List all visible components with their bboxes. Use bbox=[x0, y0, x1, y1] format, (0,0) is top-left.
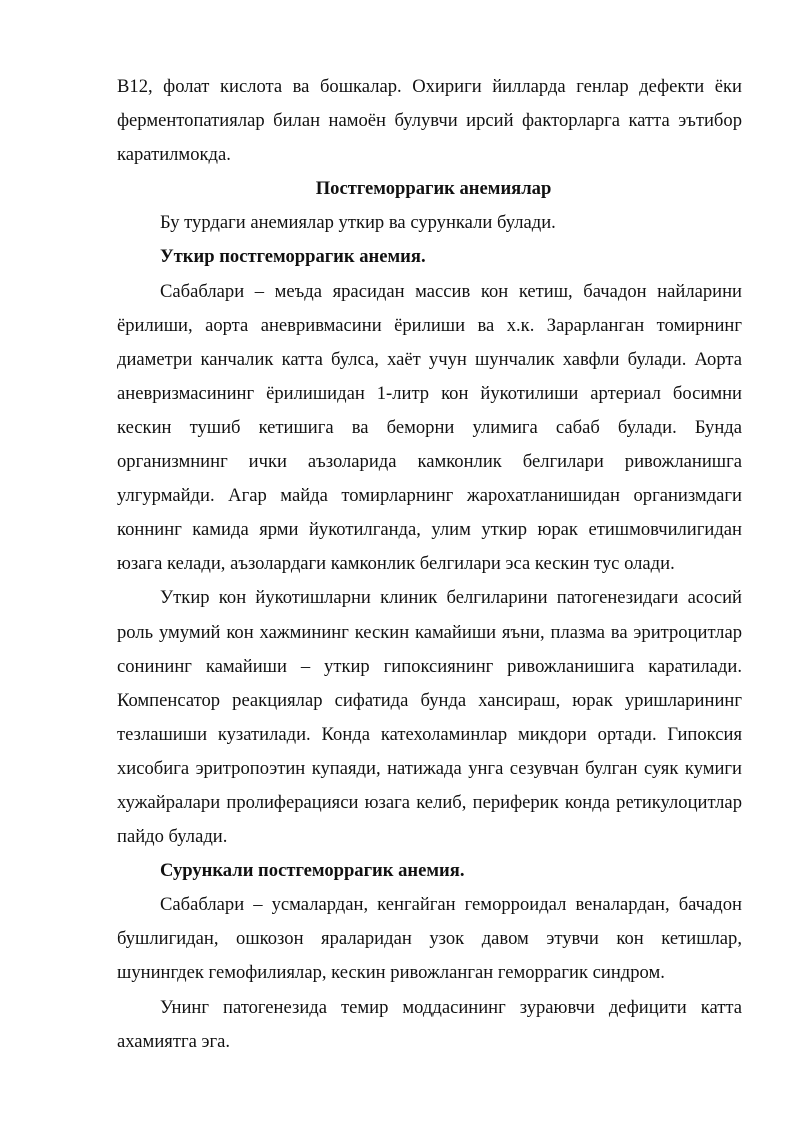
section-intro-paragraph: Бу турдаги анемиялар уткир ва сурункали булади. bbox=[160, 212, 556, 234]
acute-clinical-paragraph: Уткир кон йукотишларни клиник белгиларини патогенезидаги асосий роль умумий кон хажмининг кескин камайиши яъни, плазма ва эритроцитлар сонининг камайиши – уткир гипоксиянинг ривожланишига каратилади. Компенсатор реакциялар сифатида бунда хансираш, юрак уришларининг тезлашиши кузатилади. Конда катехоламинлар микдори ортади. Гипоксия хисобига эритропоэтин купаяди, натижада унга сезувчан булган суяк кумиги хужайралари пролиферацияси юзага келиб, периферик конда ретикулоцитлар пайдо булади. bbox=[117, 587, 742, 848]
document-page bbox=[117, 70, 742, 1059]
chronic-causes-paragraph: Сабаблари – усмалардан, кенгайган геморроидал веналардан, бачадон бушлигидан, ошкозон яраларидан узок давом этувчи кон кетишлар, шунингдек гемофилиялар, кескин ривожланган геморрагик синдром. bbox=[117, 894, 742, 984]
section-title: Постгеморрагик анемиялар bbox=[315, 178, 552, 200]
acute-anemia-title: Уткир постгеморрагик анемия. bbox=[160, 246, 426, 268]
chronic-anemia-title: Сурункали постгеморрагик анемия. bbox=[160, 860, 465, 882]
acute-causes-paragraph: Сабаблари – меъда ярасидан массив кон кетиш, бачадон найларини ёрилиши, аорта аневривмасини ёрилиши ва х.к. Зарарланган томирнинг диаметри канчалик катта булса, хаёт учун шунчалик хавфли булади. Аорта аневризмасининг ёрилишидан 1-литр кон йукотилиши артериал босимни кескин тушиб кетишига ва беморни улимига сабаб булади. Бунда организмнинг ички аъзоларида камконлик белгилари ривожланишга улгурмайди. Агар майда томирларнинг жарохатланишидан организмдаги коннинг камида ярми йукотилганда, улим уткир юрак етишмовчилигидан юзага келади, аъзолардаги камконлик белгилари эса кескин тус олади. bbox=[117, 280, 742, 575]
intro-paragraph: В12, фолат кислота ва бошкалар. Охириги йилларда генлар дефекти ёки ферментопатиялар билан намоён булувчи ирсий факторларга катта эътибор каратилмокда. bbox=[117, 76, 742, 166]
chronic-pathogenesis-paragraph: Унинг патогенезида темир моддасининг зураювчи дефицити катта ахамиятга эга. bbox=[117, 996, 742, 1052]
